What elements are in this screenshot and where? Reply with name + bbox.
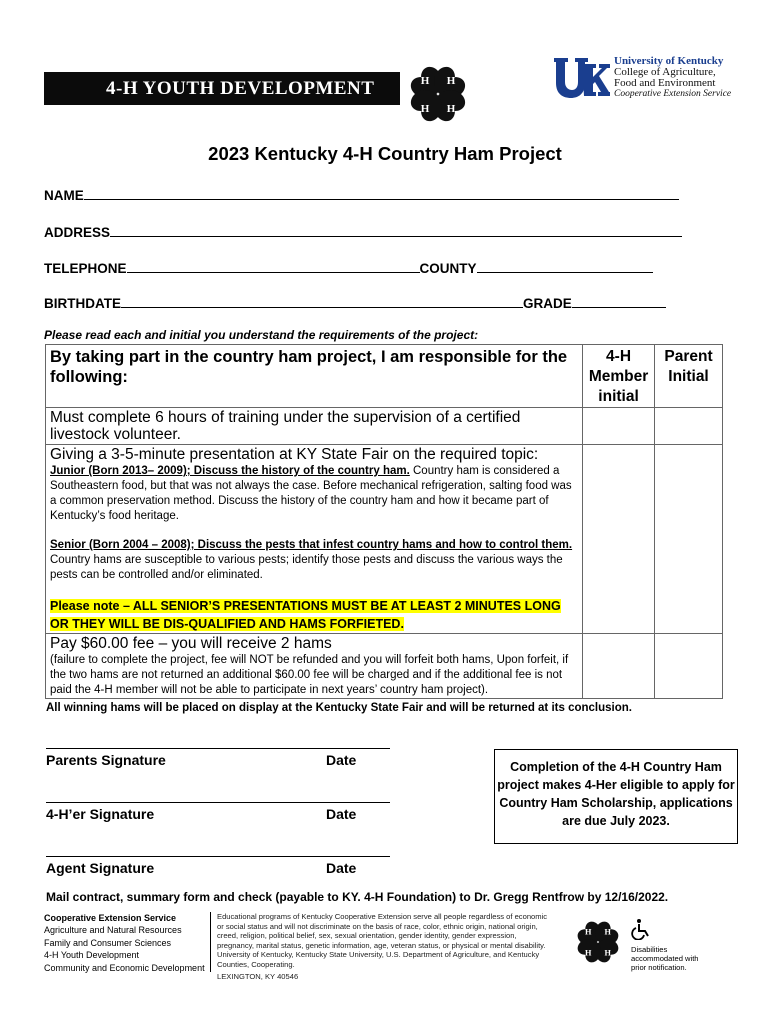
grade-label: GRADE [523,296,572,311]
scholarship-note: Completion of the 4-H Country Ham project makes 4-Her eligible to apply for Country Ham Scholarship, applications are due July 2023. [494,749,738,844]
winning-hams-note: All winning hams will be placed on display at the Kentucky State Fair and will be returned at its conclusion. [46,702,632,714]
senior-topic [46,538,582,583]
member-date-label: Date [326,806,357,822]
footer-line-1: Cooperative Extension Service [44,913,177,923]
uk-line-1: University of Kentucky [614,55,724,67]
uk-line-4: Cooperative Extension Service [614,89,732,99]
wheelchair-accessibility-icon [630,918,652,940]
telephone-line[interactable] [127,261,420,273]
svg-text:H: H [420,103,430,115]
address-label: ADDRESS [44,225,111,240]
footer-city: LEXINGTON, KY 40546 [217,972,299,981]
training-requirement: Must complete 6 hours of training under the supervision of a certified livestock volunteer. [46,408,583,445]
birthdate-line[interactable] [121,296,523,308]
footer-nondiscrimination [210,912,555,981]
instruction-text: Please read each and initial you understand the requirements of the project: [44,328,479,342]
parent-initial-cell[interactable] [655,634,723,699]
agent-signature-line[interactable] [46,856,390,857]
member-initial-cell[interactable] [583,445,655,634]
svg-text:H: H [604,948,611,958]
uk-wordmark [614,56,731,100]
requirements-table [45,344,723,699]
parents-signature-label: Parents Signature [46,752,166,768]
member-initial-cell[interactable] [583,408,655,445]
4h-clover-footer-icon [568,916,628,968]
name-field[interactable] [44,188,679,203]
footer-programs [44,912,205,974]
fee-details: (failure to complete the project, fee will NOT be refunded and you will forfeit both hams, Upon forfeit, if the two hams are not returned an additional $60.00 fee will be charged and if the additional fee is not paid the 4-H member will not be able to participate in next years’ country ham project). [50,654,569,696]
parent-initial-cell[interactable] [655,408,723,445]
junior-topic [46,464,582,524]
senior-note-text: Please note – ALL SENIOR’S PRESENTATIONS MUST BE AT LEAST 2 MINUTES LONG OR THEY WILL BE DIS-QUALIFIED AND HAMS FORFIETED. [50,599,561,631]
senior-text: Country hams are susceptible to various pests; identify those pests and discuss the various ways the pests can be controlled and/or eliminated. [50,554,563,581]
presentation-title: Giving a 3-5-minute presentation at KY State Fair on the required topic: [50,446,539,463]
uk-logo-icon [552,56,610,100]
4h-clover-logo [398,62,478,126]
senior-label: Senior (Born 2004 – 2008); Discuss the pests that infest country hams and how to control them. [50,539,573,551]
footer-line-2: Agriculture and Natural Resources [44,925,182,936]
fee-title: Pay $60.00 fee – you will receive 2 hams [50,635,332,652]
parents-date-label: Date [326,752,357,768]
county-line[interactable] [477,261,653,273]
member-initial-header: 4-H Member initial [583,345,655,408]
footer-line-3: Family and Consumer Sciences [44,937,172,948]
uk-line-2: College of Agriculture, [614,66,716,78]
presentation-requirement [46,445,583,634]
page-title: 2023 Kentucky 4-H Country Ham Project [208,143,562,164]
svg-text:H: H [585,927,592,937]
program-banner: 4-H YOUTH DEVELOPMENT [44,72,400,105]
telephone-field[interactable] [44,261,653,276]
svg-text:H: H [420,75,430,87]
birthdate-field[interactable] [44,296,666,311]
parent-initial-header: Parent Initial [655,345,723,408]
parent-initial-cell[interactable] [655,445,723,634]
uk-line-3: Food and Environment [614,77,716,89]
member-signature-label: 4-H’er Signature [46,806,155,822]
table-header: By taking part in the country ham project, I am responsible for the following: [46,345,583,408]
senior-note [46,583,582,633]
svg-text:H: H [446,103,456,115]
parents-signature-line[interactable] [46,748,390,749]
member-initial-cell[interactable] [583,634,655,699]
mailing-instructions: Mail contract, summary form and check (payable to KY. 4-H Foundation) to Dr. Gregg Rentfrow by 12/16/2022. [46,890,669,904]
telephone-label: TELEPHONE [44,261,127,276]
birthdate-label: BIRTHDATE [44,296,121,311]
footer-line-5: Community and Economic Development [44,962,205,973]
member-signature-line[interactable] [46,802,390,803]
fee-requirement [46,634,583,699]
accessibility-note: Disabilities accommodated with prior notification. [631,945,699,972]
grade-line[interactable] [572,296,666,308]
junior-label: Junior (Born 2013– 2009); Discuss the history of the country ham. [50,465,410,477]
county-label: COUNTY [419,261,477,276]
svg-text:H: H [446,75,456,87]
name-label: NAME [44,188,84,203]
agent-signature-label: Agent Signature [46,860,155,876]
address-field[interactable] [44,225,682,240]
junior-text: Country ham is considered a Southeastern food, but that was not always the case. Before mechanical refrigeration, salting food was a common preservation method. Discuss the history of the country ham and how it became part of Kentucky’s food heritage. [50,465,572,522]
agent-date-label: Date [326,860,357,876]
address-line[interactable] [110,225,682,237]
svg-text:H: H [585,948,592,958]
footer-line-4: 4-H Youth Development [44,950,140,961]
name-line[interactable] [84,188,679,200]
footer-statement: Educational programs of Kentucky Cooperative Extension serve all people regardless of economic or social status and will not discriminate on the basis of race, color, ethnic origin, national origin, creed, religion, political belief, sex, sexual orientation, gender identity, gender expression, pregnancy, marital status, genetic information, age, veteran status, or physical or mental disability. University of Kentucky, Kentucky State University, U.S. Department of Agriculture, and Kentucky Counties, Cooperating. [217,912,548,969]
svg-text:H: H [604,927,611,937]
